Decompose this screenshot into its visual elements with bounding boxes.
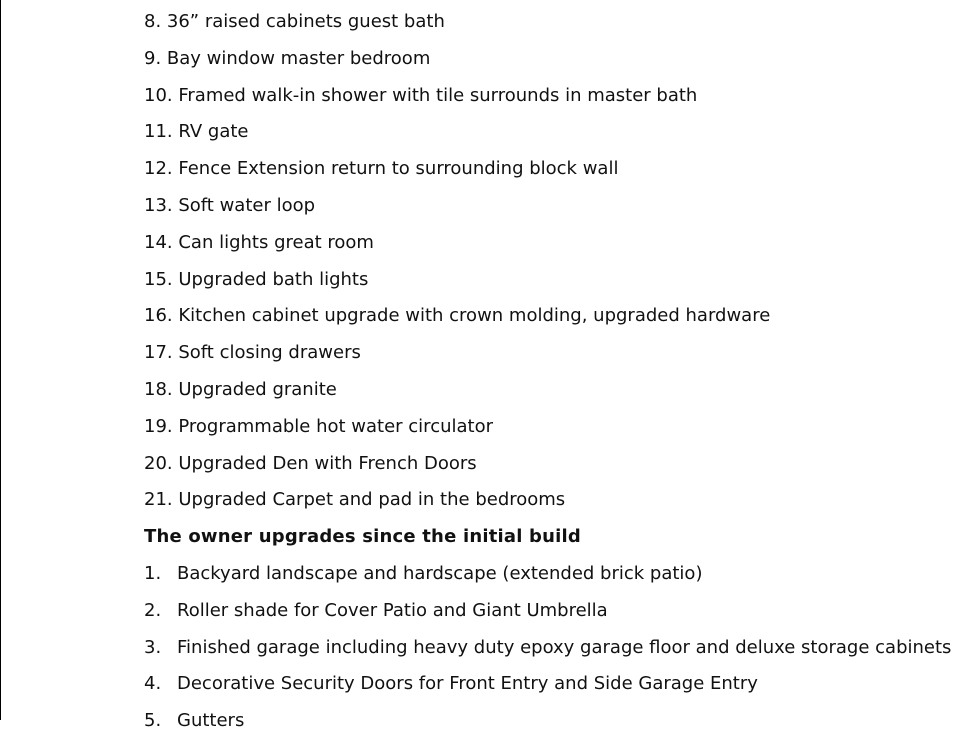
list-item: 15. Upgraded bath lights	[144, 268, 369, 290]
list-number: 5.	[144, 710, 162, 732]
document-body	[144, 11, 951, 747]
list-item	[144, 637, 951, 674]
list-item: 17. Soft closing drawers	[144, 342, 361, 364]
list-item: 14. Can lights great room	[144, 231, 374, 253]
list-item: 19. Programmable hot water circulator	[144, 415, 493, 437]
list-item: 20. Upgraded Den with French Doors	[144, 452, 477, 474]
list-item: 11. RV gate	[144, 121, 249, 143]
list-text: Gutters	[177, 710, 245, 732]
list-item	[144, 600, 951, 637]
list-item: 12. Fence Extension return to surrounding block wall	[144, 158, 619, 180]
list-text: Roller shade for Cover Patio and Giant Umbrella	[177, 599, 608, 621]
list-item: 21. Upgraded Carpet and pad in the bedrooms	[144, 489, 566, 511]
list-item	[144, 673, 951, 710]
list-number: 2.	[144, 599, 162, 621]
list-item: 16. Kitchen cabinet upgrade with crown molding, upgraded hardware	[144, 305, 771, 327]
list-item: 13. Soft water loop	[144, 194, 316, 216]
list-text: Finished garage including heavy duty epoxy garage floor and deluxe storage cabinets	[177, 636, 952, 658]
section-heading: The owner upgrades since the initial build	[144, 526, 581, 548]
list-number: 4.	[144, 673, 162, 695]
list-number: 1.	[144, 562, 162, 584]
list-item	[144, 563, 951, 600]
list-item	[144, 710, 951, 747]
list-item: 10. Framed walk-in shower with tile surrounds in master bath	[144, 84, 698, 106]
list-text: Backyard landscape and hardscape (extended brick patio)	[177, 562, 703, 584]
list-number: 3.	[144, 636, 162, 658]
list-item: 18. Upgraded granite	[144, 378, 337, 400]
list-item: 8. 36” raised cabinets guest bath	[144, 11, 445, 32]
list-item: 9. Bay window master bedroom	[144, 47, 431, 69]
list-text: Decorative Security Doors for Front Entry and Side Garage Entry	[177, 673, 758, 695]
